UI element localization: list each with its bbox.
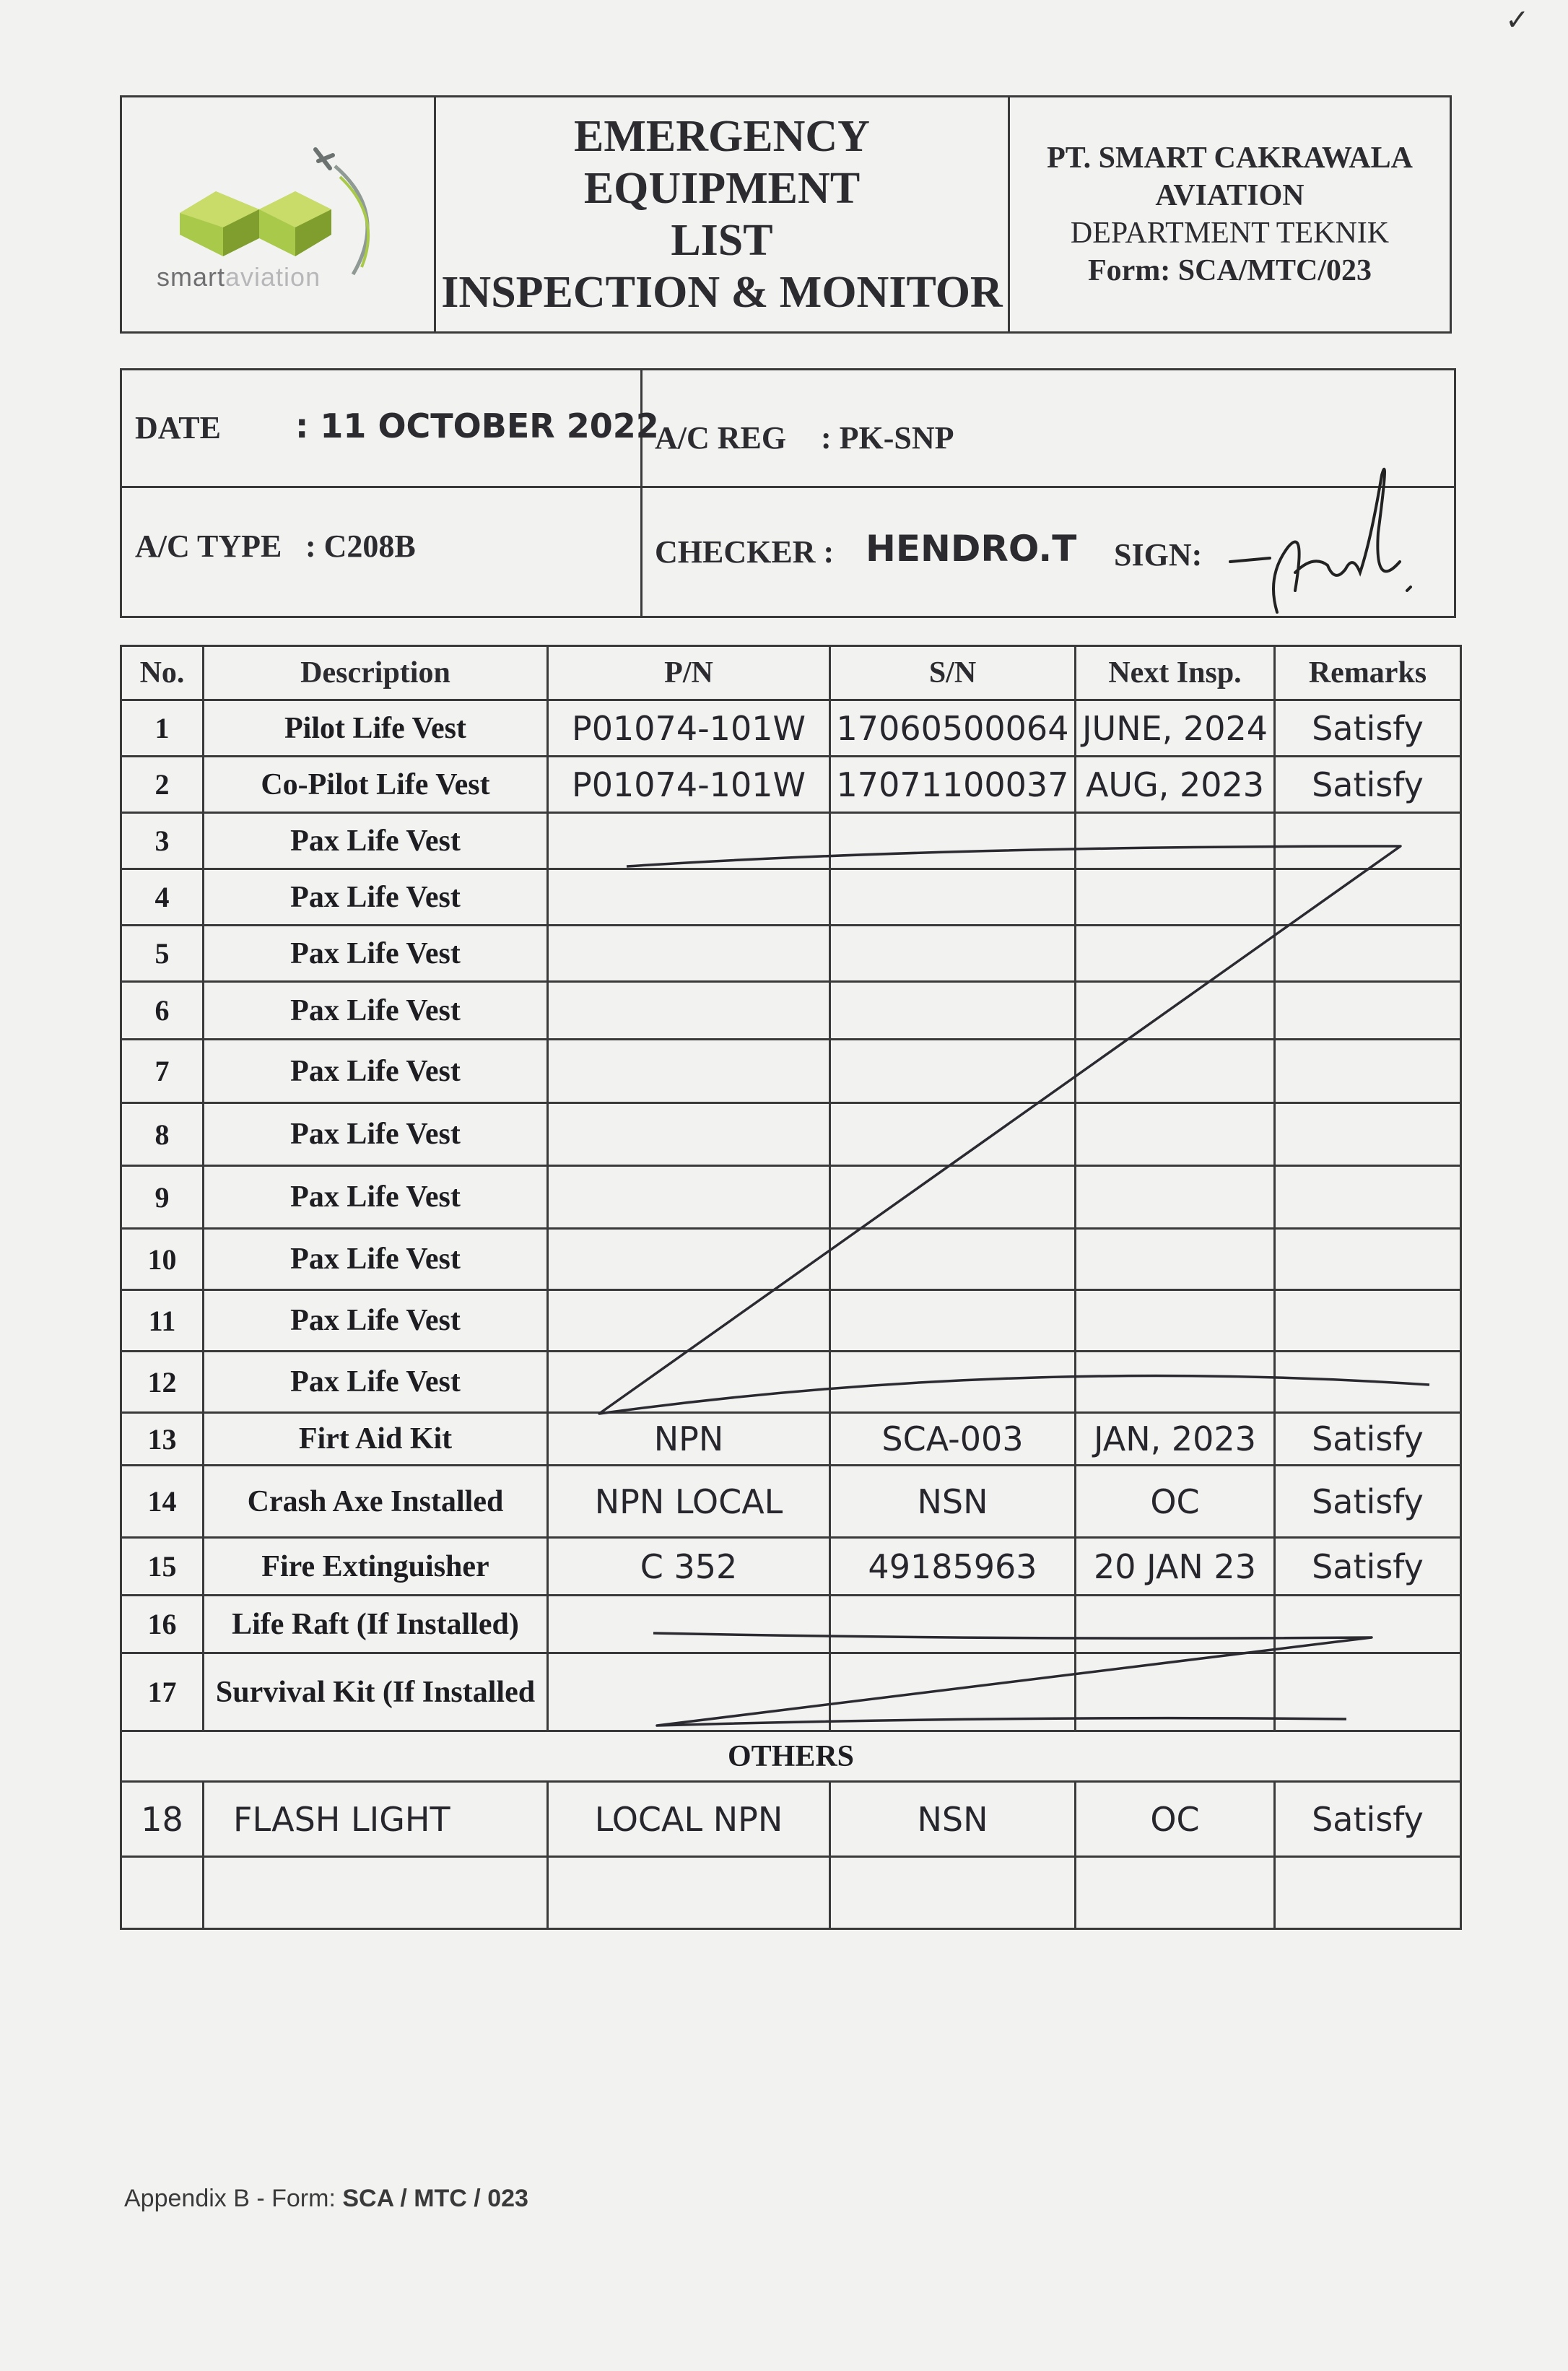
date-value: : 11 OCTOBER 2022 <box>295 406 659 445</box>
cell-sn: NSN <box>830 1466 1076 1538</box>
cell-remarks: Satisfy <box>1275 1538 1461 1596</box>
cell-no: 5 <box>121 926 204 982</box>
cell-remarks: Satisfy <box>1275 700 1461 757</box>
smart-aviation-logo-icon <box>151 134 418 278</box>
form-header <box>120 95 1452 334</box>
form-code: Form: SCA/MTC/023 <box>1087 254 1372 287</box>
cell-pn: P01074-101W <box>548 700 830 757</box>
cell-sn: 17060500064 <box>830 700 1076 757</box>
cell-desc: FLASH LIGHT <box>204 1782 548 1857</box>
header-remarks: Remarks <box>1275 646 1461 700</box>
aircraft-info-box <box>120 368 1456 618</box>
check-mark-icon: ✓ <box>1505 4 1530 37</box>
cell-desc: Pax Life Vest <box>204 1229 548 1290</box>
cell-no: 4 <box>121 869 204 926</box>
cell-pn: C 352 <box>548 1538 830 1596</box>
cell-desc: Pax Life Vest <box>204 869 548 926</box>
header-no: No. <box>121 646 204 700</box>
table-row <box>121 926 1461 982</box>
actype-label: A/C TYPE <box>135 528 282 564</box>
table-row <box>121 1166 1461 1229</box>
cell-desc: Life Raft (If Installed) <box>204 1596 548 1653</box>
title-line-3: INSPECTION & MONITOR <box>441 268 1003 317</box>
cell-remarks: Satisfy <box>1275 1413 1461 1466</box>
company-name-2: AVIATION <box>1155 179 1305 212</box>
form-title <box>436 97 1010 331</box>
cell-pn: NPN <box>548 1413 830 1466</box>
title-line-1: EMERGENCY EQUIPMENT <box>574 112 870 213</box>
cell-desc: Fire Extinguisher <box>204 1538 548 1596</box>
cell-next: JUNE, 2024 <box>1076 700 1275 757</box>
date-label: DATE <box>135 410 221 445</box>
acreg-label: A/C REG <box>655 420 787 456</box>
cell-desc: Pax Life Vest <box>204 982 548 1040</box>
table-row <box>121 700 1461 757</box>
cell-desc: Pax Life Vest <box>204 1352 548 1413</box>
footer-prefix: Appendix B - Form: <box>124 2185 336 2212</box>
footer <box>124 2185 528 2213</box>
department: DEPARTMENT TEKNIK <box>1070 217 1390 250</box>
table-row <box>121 1596 1461 1653</box>
cell-pn: P01074-101W <box>548 757 830 813</box>
others-label: OTHERS <box>121 1731 1461 1782</box>
cell-no: 10 <box>121 1229 204 1290</box>
acreg-value: : PK-SNP <box>821 420 954 456</box>
cell-no: 14 <box>121 1466 204 1538</box>
equipment-table <box>120 645 1462 1930</box>
table-row <box>121 1538 1461 1596</box>
others-row <box>121 1731 1461 1782</box>
table-row <box>121 1653 1461 1731</box>
cell-desc: Pax Life Vest <box>204 1166 548 1229</box>
table-row <box>121 1290 1461 1352</box>
company-block <box>1010 97 1450 331</box>
cell-desc: Pax Life Vest <box>204 1040 548 1103</box>
cell-desc: Pax Life Vest <box>204 1290 548 1352</box>
cell-desc: Pax Life Vest <box>204 926 548 982</box>
cell-remarks: Satisfy <box>1275 757 1461 813</box>
cell-next: 20 JAN 23 <box>1076 1538 1275 1596</box>
cell-no: 18 <box>121 1782 204 1857</box>
cell-no: 17 <box>121 1653 204 1731</box>
cell-no: 9 <box>121 1166 204 1229</box>
footer-form-code: SCA / MTC / 023 <box>342 2185 528 2212</box>
signature-icon <box>1227 446 1436 619</box>
table-row <box>121 1413 1461 1466</box>
table-row <box>121 1857 1461 1929</box>
cell-no: 1 <box>121 700 204 757</box>
cell-desc: Pilot Life Vest <box>204 700 548 757</box>
cell-next: OC <box>1076 1466 1275 1538</box>
cell-next: AUG, 2023 <box>1076 757 1275 813</box>
table-row <box>121 982 1461 1040</box>
title-line-2: LIST <box>671 216 773 265</box>
cell-sn: 49185963 <box>830 1538 1076 1596</box>
cell-pn: LOCAL NPN <box>548 1782 830 1857</box>
cell-next: OC <box>1076 1782 1275 1857</box>
cell-remarks: Satisfy <box>1275 1782 1461 1857</box>
table-row <box>121 757 1461 813</box>
checker-label: CHECKER : <box>655 534 835 570</box>
table-header-row <box>121 646 1461 700</box>
cell-no: 13 <box>121 1413 204 1466</box>
cell-remarks: Satisfy <box>1275 1466 1461 1538</box>
cell-no: 8 <box>121 1103 204 1166</box>
cell-next: JAN, 2023 <box>1076 1413 1275 1466</box>
cell-desc: Firt Aid Kit <box>204 1413 548 1466</box>
cell-no: 6 <box>121 982 204 1040</box>
table-row <box>121 1229 1461 1290</box>
cell-pn: NPN LOCAL <box>548 1466 830 1538</box>
logo-cell <box>122 97 436 331</box>
header-pn: P/N <box>548 646 830 700</box>
cell-desc: Co-Pilot Life Vest <box>204 757 548 813</box>
cell-desc: Survival Kit (If Installed <box>204 1653 548 1731</box>
header-next-insp: Next Insp. <box>1076 646 1275 700</box>
table-row <box>121 1352 1461 1413</box>
table-row <box>121 1466 1461 1538</box>
company-name-1: PT. SMART CAKRAWALA <box>1047 142 1413 175</box>
cell-no: 3 <box>121 813 204 869</box>
cell-no: 2 <box>121 757 204 813</box>
table-row <box>121 813 1461 869</box>
actype-value: : C208B <box>305 528 416 564</box>
cell-desc: Crash Axe Installed <box>204 1466 548 1538</box>
cell-no: 16 <box>121 1596 204 1653</box>
cell-no: 7 <box>121 1040 204 1103</box>
cell-no: 15 <box>121 1538 204 1596</box>
checker-value: HENDRO.T <box>866 528 1077 570</box>
table-row <box>121 1782 1461 1857</box>
cell-sn: 17071100037 <box>830 757 1076 813</box>
cell-no: 11 <box>121 1290 204 1352</box>
header-description: Description <box>204 646 548 700</box>
table-row <box>121 869 1461 926</box>
cell-no: 12 <box>121 1352 204 1413</box>
cell-sn: NSN <box>830 1782 1076 1857</box>
table-row <box>121 1040 1461 1103</box>
cell-desc: Pax Life Vest <box>204 813 548 869</box>
header-sn: S/N <box>830 646 1076 700</box>
cell-desc: Pax Life Vest <box>204 1103 548 1166</box>
cell-sn: SCA-003 <box>830 1413 1076 1466</box>
table-row <box>121 1103 1461 1166</box>
sign-label: SIGN: <box>1114 537 1203 573</box>
logo-wordmark: smartaviation <box>157 262 321 292</box>
